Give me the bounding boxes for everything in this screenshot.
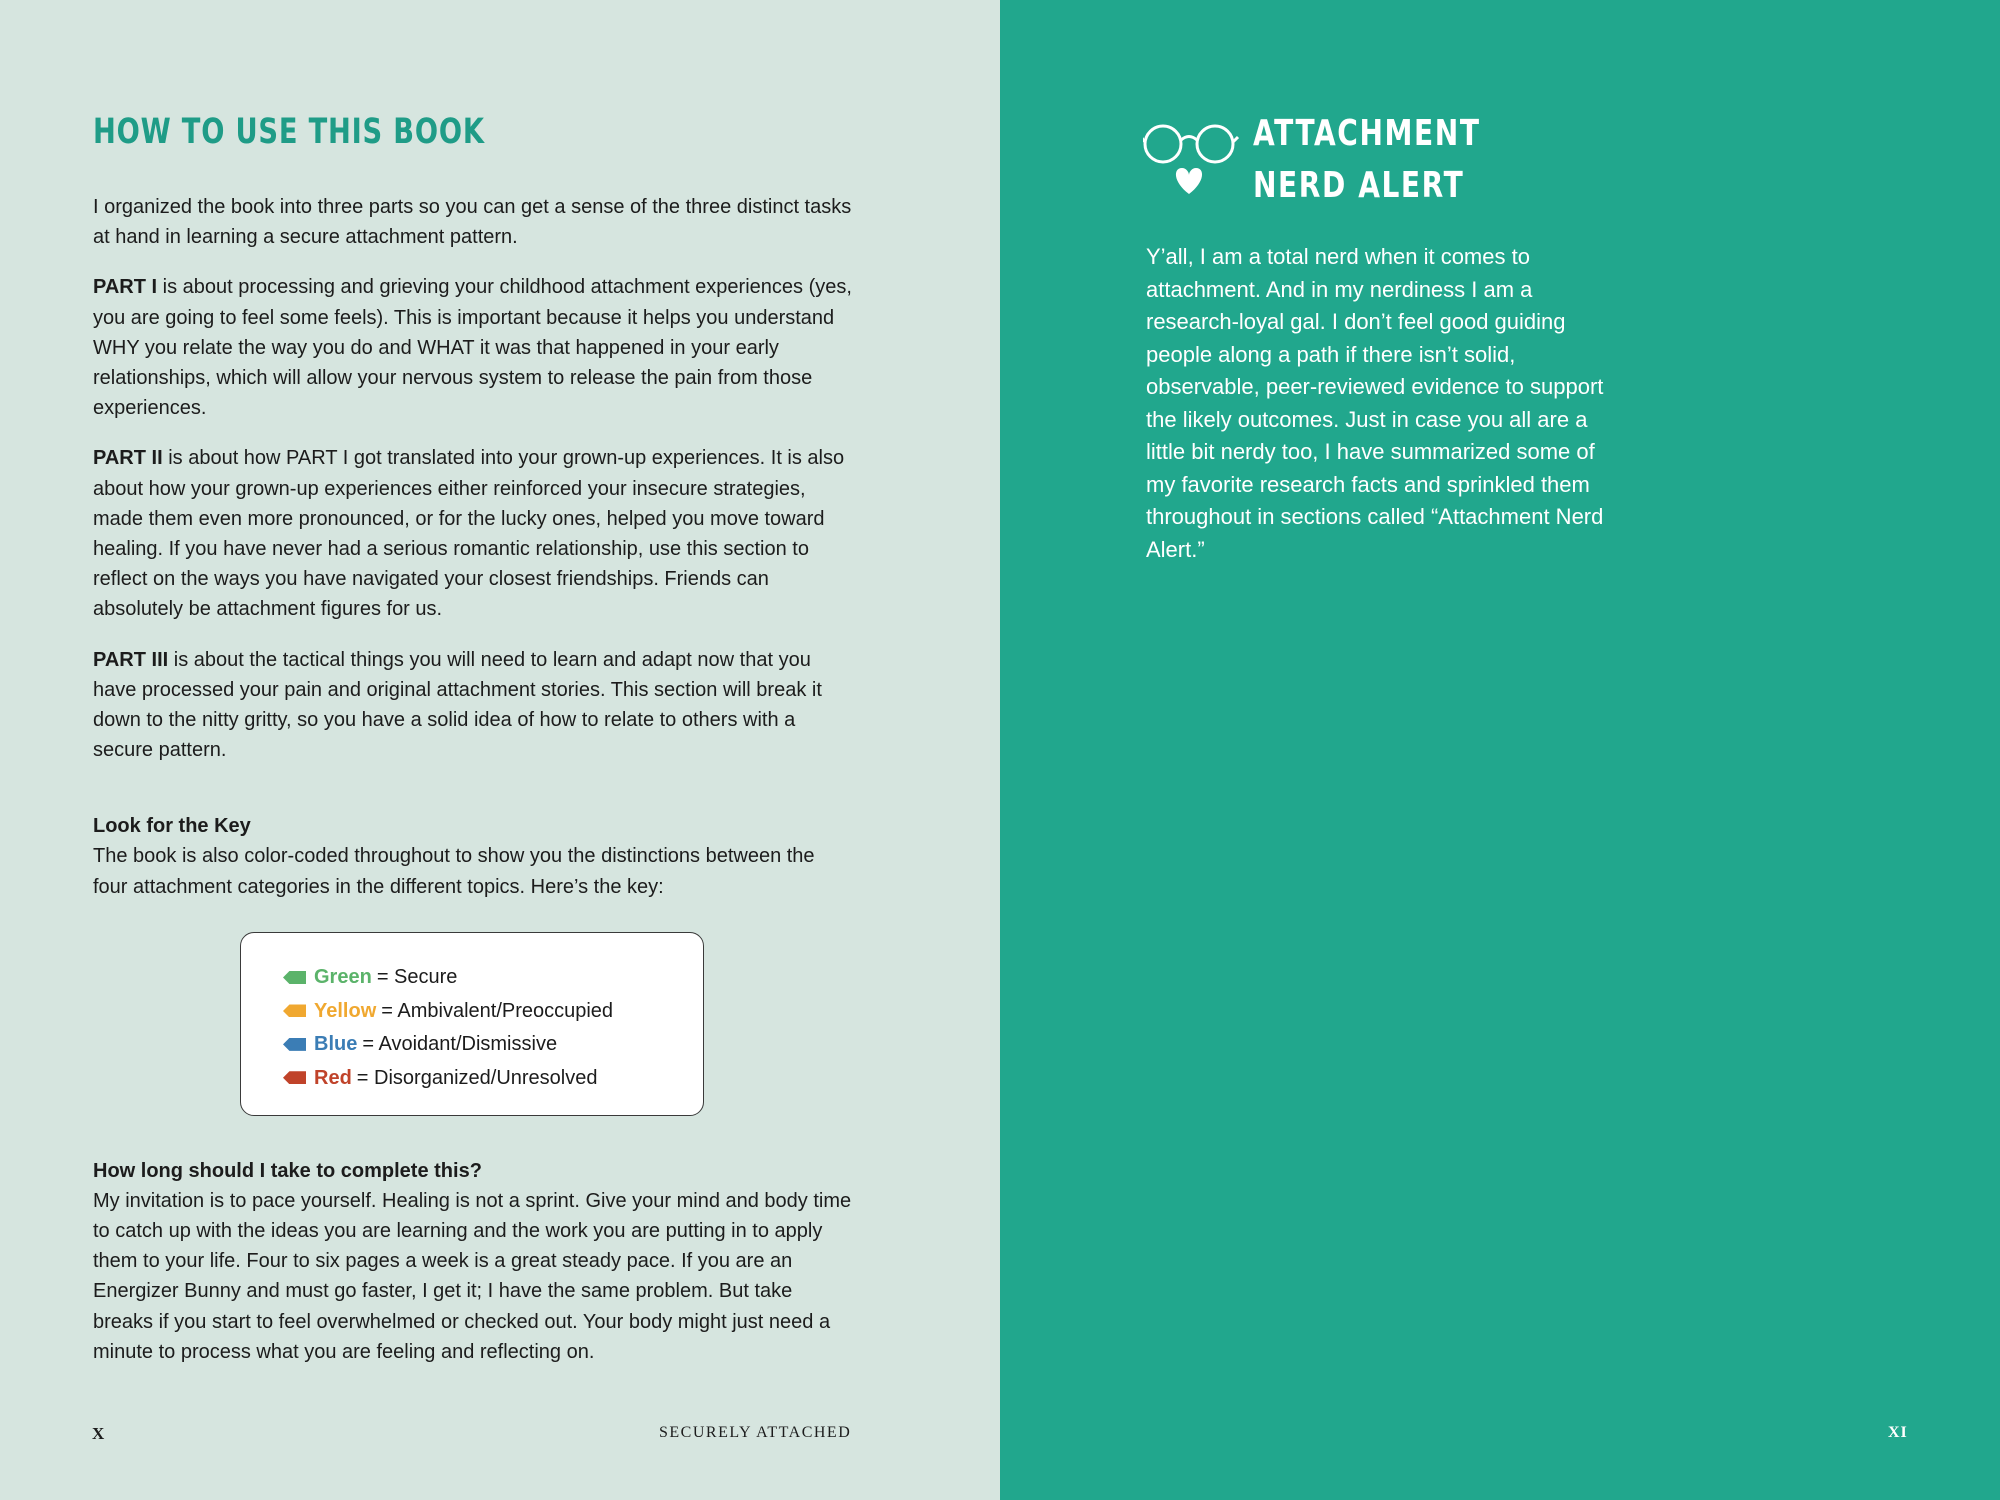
key-section-text: The book is also color-coded throughout to show you the distinctions between the four attachment categories in the different topics. Here’s the key: [93,845,815,898]
nerd-alert-title-line-2: NERD ALERT [1253,165,1465,206]
key-item-yellow [283,994,703,1027]
nerd-alert-body: Y’all, I am a total nerd when it comes to attachment. And in my nerdiness I am a research-loyal gal. I don’t feel good guiding people along a path if there isn’t solid, observable, peer-reviewed evidence to support the likely outcomes. Just in case you all are a little bit nerdy too, I have summarized some of my favorite research facts and sprinkled them throughout in sections called “Attachment Nerd Alert.” [1146,244,1604,562]
part-3-label: PART III [93,648,169,671]
part-2-text: is about how PART I got translated into your grown-up experiences. It is also about how your grown-up experiences either reinforced your insecure strategies, made them even more pronounced, or for the lucky ones, helped you move toward healing. If you have never had a serious romantic relationship, use this section to reflect on the ways you have navigated your closest friendships. Friends can absolutely be attachment figures for us. [93,447,845,621]
key-color-name: Green [314,966,372,989]
page-number-right: XI [1888,1424,1908,1441]
right-page [1000,0,2000,1500]
page-title: HOW TO USE THIS BOOK [93,112,485,152]
key-color-name: Yellow [314,999,377,1022]
running-title: SECURELY ATTACHED [659,1424,852,1441]
duration-section-text: My invitation is to pace yourself. Healing is not a sprint. Give your mind and body time to catch up with the ideas you are learning and the work you are putting in to apply them to your life. Four to six pages a week is a great steady pace. If you are an Energizer Bunny and must go faster, I get it; I have the same problem. But take breaks if you start to feel overwhelmed or checked out. Your body might just need a minute to process what you are feeling and reflecting on. [93,1189,852,1363]
nerd-alert-title [1253,108,1481,212]
color-key-box [240,932,704,1116]
part-1-label: PART I [93,276,158,299]
key-meaning: = Secure [376,966,458,989]
duration-section-heading: How long should I take to complete this? [93,1159,482,1182]
page-number-left: X [92,1424,105,1443]
left-page-content [93,108,853,1387]
key-item-red [283,1061,703,1094]
tag-icon [283,1004,306,1017]
tag-icon [283,1038,306,1051]
nerd-alert-title-line-1: ATTACHMENT [1253,113,1481,154]
key-meaning: = Avoidant/Dismissive [362,1033,558,1056]
key-meaning: = Disorganized/Unresolved [356,1066,598,1089]
tag-icon [283,971,306,984]
key-meaning: = Ambivalent/Preoccupied [381,999,614,1022]
key-item-blue [283,1028,703,1061]
part-3-paragraph [93,645,853,766]
tag-icon [283,1071,306,1084]
key-color-name: Red [314,1066,352,1089]
part-1-paragraph [93,272,853,423]
key-color-name: Blue [314,1033,358,1056]
intro-paragraph: I organized the book into three parts so you can get a sense of the three distinct tasks at hand in learning a secure attachment pattern. [93,196,852,249]
part-3-text: is about the tactical things you will need to learn and adapt now that you have processed your pain and original attachment stories. This section will break it down to the nitty gritty, so you have a solid idea of how to relate to others with a secure pattern. [93,648,822,762]
nerd-glasses-heart-icon [1143,120,1239,200]
part-2-label: PART II [93,447,163,470]
part-1-text: is about processing and grieving your childhood attachment experiences (yes, you are going to feel some feels). This is important because it helps you understand WHY you relate the way you do and WHAT it was that happened in your early relationships, which will allow your nervous system to release the pain from those experiences. [93,276,852,420]
key-section-heading: Look for the Key [93,815,251,838]
key-item-green [283,961,703,994]
part-2-paragraph [93,443,853,624]
